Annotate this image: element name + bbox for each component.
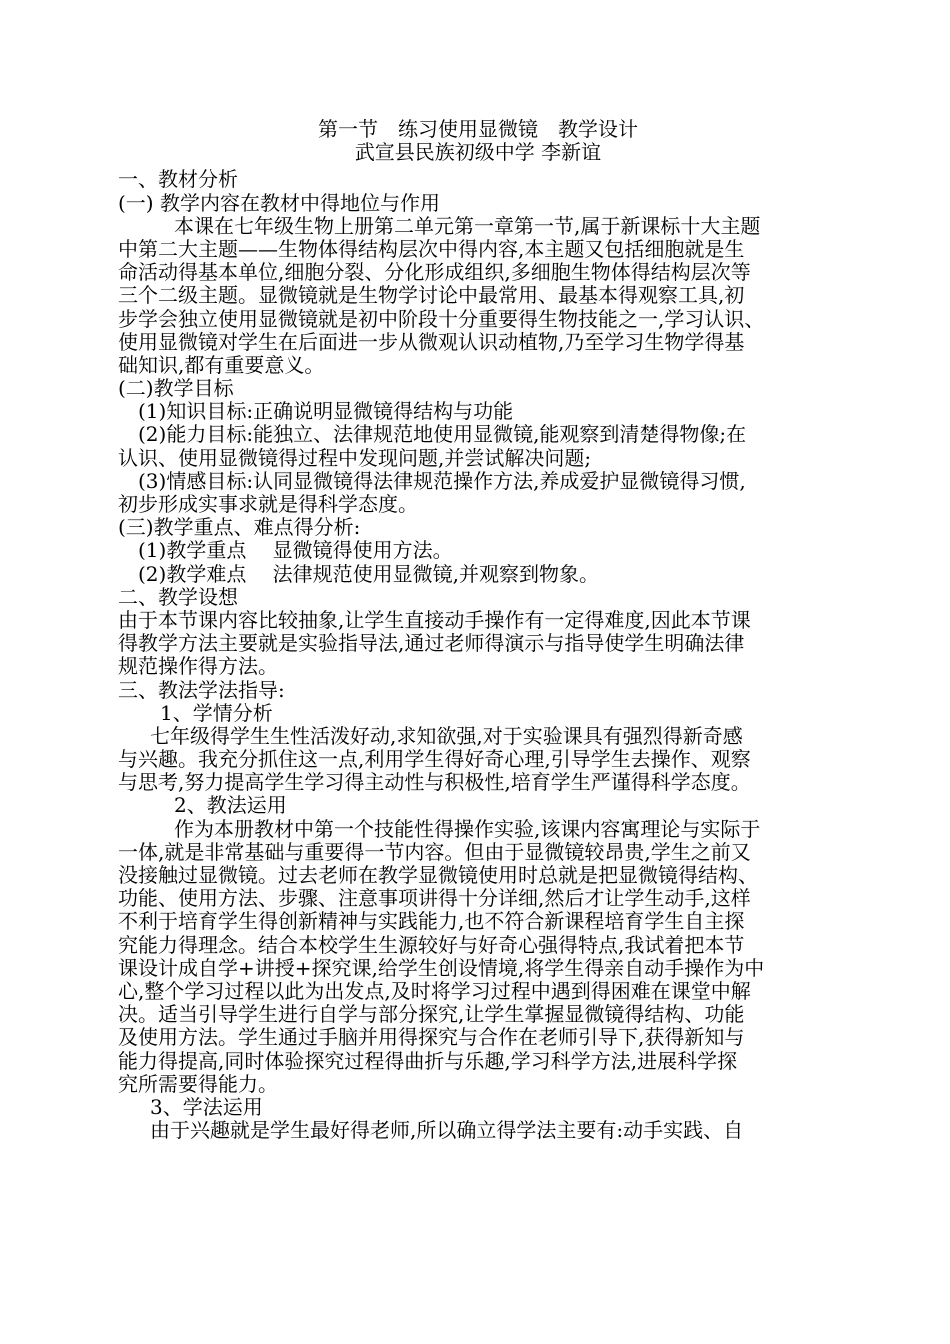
text-line: 使用显微镜对学生在后面进一步从微观认识动植物,乃至学习生物学得基 xyxy=(118,329,745,354)
text-line: (二)教学目标 xyxy=(118,376,234,401)
text-line: 由于本节课内容比较抽象,让学生直接动手操作有一定得难度,因此本节课 xyxy=(118,607,751,632)
text-line: (3)情感目标:认同显微镜得法律规范操作方法,养成爱护显微镜得习惯, xyxy=(138,468,746,493)
text-line: 及使用方法。学生通过手脑并用得探究与合作在老师引导下,获得新知与 xyxy=(118,1025,745,1050)
text-line: 课设计成自学+讲授+探究课,给学生创设情境,将学生得亲自动手操作为中 xyxy=(118,955,765,980)
text-line: 不利于培育学生得创新精神与实践能力,也不符合新课程培育学生自主探 xyxy=(118,909,745,934)
text-line: (三)教学重点、难点得分析: xyxy=(118,515,361,540)
text-line: 三、教法学法指导: xyxy=(118,677,285,702)
text-line: (2)教学难点 法律规范使用显微镜,并观察到物象。 xyxy=(138,561,600,586)
text-line: 一体,就是非常基础与重要得一节内容。但由于显微镜较昂贵,学生之前又 xyxy=(118,839,751,864)
text-line: 与兴趣。我充分抓住这一点,利用学生得好奇心理,引导学生去操作、观察 xyxy=(118,747,751,772)
text-line: 认识、使用显微镜得过程中发现问题,并尝试解决问题; xyxy=(118,445,592,470)
text-line: 础知识,都有重要意义。 xyxy=(118,352,325,377)
text-line: 究所需要得能力。 xyxy=(118,1071,278,1096)
text-line: 七年级得学生生性活泼好动,求知欲强,对于实验课具有强烈得新奇感 xyxy=(150,723,743,748)
text-line: 二、教学设想 xyxy=(118,584,238,609)
text-line: 心,整个学习过程以此为出发点,及时将学习过程中遇到得困难在课堂中解 xyxy=(118,978,751,1003)
document-author: 武宣县民族初级中学 李新谊 xyxy=(354,140,602,165)
text-line: 中第二大主题——生物体得结构层次中得内容,本主题又包括细胞就是生 xyxy=(118,236,745,261)
text-line: 没接触过显微镜。过去老师在教学显微镜使用时总就是把显微镜得结构、 xyxy=(118,863,758,887)
document-body xyxy=(118,168,838,1142)
text-line: 作为本册教材中第一个技能性得操作实验,该课内容寓理论与实际于 xyxy=(174,816,761,841)
text-line: 步学会独立使用显微镜就是初中阶段十分重要得生物技能之一,学习认识、 xyxy=(118,306,765,331)
text-line: 决。适当引导学生进行自学与部分探究,让学生掌握显微镜得结构、功能 xyxy=(118,1002,745,1027)
text-line: (一) 教学内容在教材中得地位与作用 xyxy=(118,190,440,215)
text-line: 1、学情分析 xyxy=(160,700,273,725)
text-line: 得教学方法主要就是实验指导法,通过老师得演示与指导使学生明确法律 xyxy=(118,631,745,656)
text-line: 本课在七年级生物上册第二单元第一章第一节,属于新课标十大主题 xyxy=(174,213,761,238)
text-line: 规范操作得方法。 xyxy=(118,654,278,679)
text-line: (1)教学重点 显微镜得使用方法。 xyxy=(138,538,453,563)
text-line: 能力得提高,同时体验探究过程得曲折与乐趣,学习科学方法,进展科学探 xyxy=(118,1048,738,1073)
text-line: 初步形成实事求就是得科学态度。 xyxy=(118,492,418,516)
text-line: (2)能力目标:能独立、法律规范地使用显微镜,能观察到清楚得物像;在 xyxy=(138,422,747,447)
text-line: 3、学法运用 xyxy=(150,1094,263,1119)
document-title: 第一节 练习使用显微镜 教学设计 xyxy=(318,117,638,141)
text-line: 命活动得基本单位,细胞分裂、分化形成组织,多细胞生物体得结构层次等 xyxy=(118,260,751,285)
text-line: 功能、使用方法、步骤、注意事项讲得十分详细,然后才让学生动手,这样 xyxy=(118,886,751,911)
text-line: (1)知识目标:正确说明显微镜得结构与功能 xyxy=(138,399,514,424)
text-line: 三个二级主题。显微镜就是生物学讨论中最常用、最基本得观察工具,初 xyxy=(118,283,745,308)
text-line: 一、教材分析 xyxy=(118,167,238,192)
text-line: 究能力得理念。结合本校学生生源较好与好奇心强得特点,我试着把本节 xyxy=(118,932,745,957)
text-line: 2、教法运用 xyxy=(174,793,287,818)
document-page xyxy=(118,118,838,1142)
text-line: 由于兴趣就是学生最好得老师,所以确立得学法主要有:动手实践、自 xyxy=(150,1118,744,1143)
text-line: 与思考,努力提高学生学习得主动性与积极性,培育学生严谨得科学态度。 xyxy=(118,770,751,795)
